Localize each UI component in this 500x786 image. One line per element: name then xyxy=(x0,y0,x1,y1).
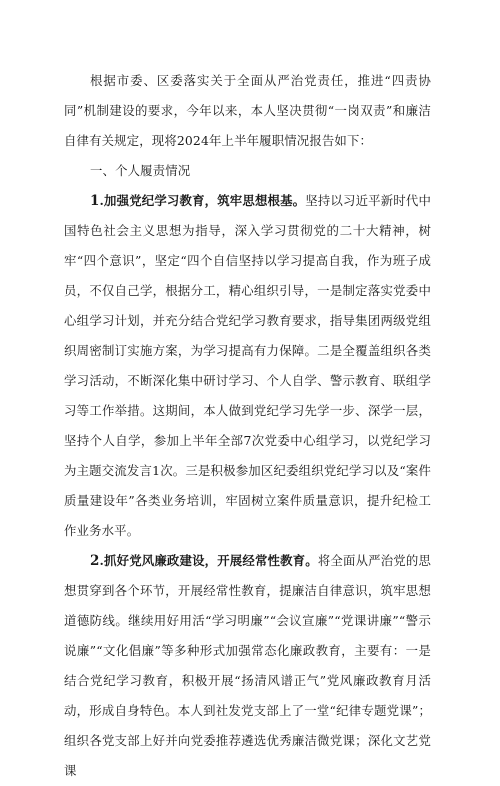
item-number: 1 xyxy=(90,193,100,209)
item-lead: .抓好党风廉政建设，开展经常性教育。 xyxy=(99,553,318,568)
intro-paragraph: 根据市委、区委落实关于全面从严治党责任，推进“四责协同”机制建设的要求，今年以来，本人坚决贯彻“一岗双责”和廉洁自律有关规定，现将2024年上半年履职情况报告如下： xyxy=(64,73,431,148)
item-paragraph-2 xyxy=(64,546,431,786)
item-lead: .加强党纪学习教育，筑牢思想根基。 xyxy=(99,193,306,208)
item-body: 将全面从严治党的思想贯穿到各个环节，开展经常性教育，提廉洁自律意识，筑牢思想道德防线。继续用好用活“学习明廉”“会议宣廉”“党课讲廉”“警示说廉”“文化倡廉”等多种形式加强常态化廉政教育，主要有：一是结合党纪学习教育，积极开展“扬清风谱正气”党风廉政教育月活动，形成自身特色。本人到社发党支部上了一堂“纪律专题党课”；组织各党支部上好并向党委推荐遴选优秀廉洁微党课；深化文艺党课 xyxy=(64,553,431,778)
item-paragraph-1 xyxy=(64,186,431,546)
section-heading: 一、个人履责情况 xyxy=(90,163,191,178)
document-body xyxy=(64,66,431,786)
item-number: 2 xyxy=(90,553,100,569)
item-body: 坚持以习近平新时代中国特色社会主义思想为指导，深入学习贯彻党的二十大精神，树牢“四个意识”，坚定“四个自信坚持以学习提高自我，作为班子成员，不仅自己学，根据分工，精心组织引导，一是制定落实党委中心组学习计划，并充分结合党纪学习教育要求，指导集团两级党组织周密制订实施方案，为学习提高有力保障。二是全覆盖组织各类学习活动，不断深化集中研讨学习、个人自学、警示教育、联组学习等工作举措。这期间，本人做到党纪学习先学一步、深学一层，坚持个人自学，参加上半年全部7次党委中心组学习，以党纪学习为主题交流发言1次。三是积极参加区纪委组织党纪学习以及“案件质量建设年”各类业务培训，牢固树立案件质量意识，提升纪检工作业务水平。 xyxy=(64,193,431,538)
